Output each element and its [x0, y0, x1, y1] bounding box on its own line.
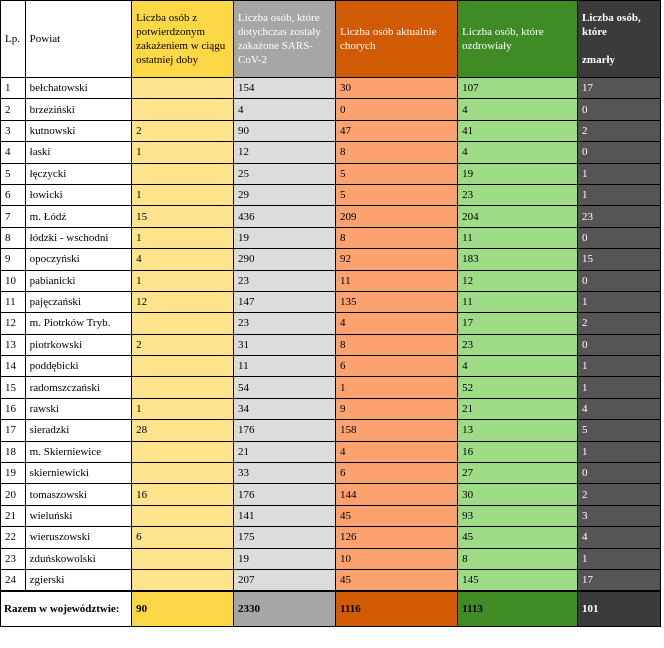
totals-died: 101: [578, 591, 661, 627]
cell-died: 1: [578, 291, 661, 312]
table-row: [1, 184, 661, 205]
cell-total-infected: 29: [234, 184, 336, 205]
cell-recovered: 11: [458, 227, 578, 248]
cell-lp: 24: [1, 569, 26, 591]
header-lp: Lp.: [1, 1, 26, 78]
cell-new-cases: 2: [132, 334, 234, 355]
cell-total-infected: 12: [234, 142, 336, 163]
cell-powiat: łódzki - wschodni: [25, 227, 131, 248]
cell-recovered: 23: [458, 184, 578, 205]
cell-died: 17: [578, 569, 661, 591]
cell-lp: 13: [1, 334, 26, 355]
cell-new-cases: 6: [132, 527, 234, 548]
cell-recovered: 12: [458, 270, 578, 291]
table-row: [1, 569, 661, 591]
cell-powiat: łęczycki: [25, 163, 131, 184]
cell-currently-sick: 144: [336, 484, 458, 505]
cell-recovered: 183: [458, 249, 578, 270]
cell-powiat: skierniewicki: [25, 463, 131, 484]
cell-powiat: wieluński: [25, 505, 131, 526]
cell-lp: 7: [1, 206, 26, 227]
table-row: [1, 377, 661, 398]
cell-new-cases: 1: [132, 142, 234, 163]
cell-recovered: 17: [458, 313, 578, 334]
table-row: [1, 527, 661, 548]
cell-new-cases: [132, 356, 234, 377]
cell-currently-sick: 209: [336, 206, 458, 227]
cell-currently-sick: 8: [336, 227, 458, 248]
cell-total-infected: 19: [234, 227, 336, 248]
cell-powiat: radomszczański: [25, 377, 131, 398]
cell-recovered: 13: [458, 420, 578, 441]
cell-lp: 9: [1, 249, 26, 270]
header-died: [578, 1, 661, 78]
table-row: [1, 227, 661, 248]
cell-recovered: 204: [458, 206, 578, 227]
table-row: [1, 291, 661, 312]
cell-new-cases: 4: [132, 249, 234, 270]
cell-total-infected: 25: [234, 163, 336, 184]
cell-new-cases: [132, 569, 234, 591]
table-row: [1, 142, 661, 163]
cell-recovered: 16: [458, 441, 578, 462]
table-row: [1, 334, 661, 355]
cell-currently-sick: 45: [336, 505, 458, 526]
cell-currently-sick: 6: [336, 463, 458, 484]
cell-died: 0: [578, 334, 661, 355]
cell-recovered: 19: [458, 163, 578, 184]
cell-lp: 16: [1, 398, 26, 419]
cell-died: 1: [578, 356, 661, 377]
totals-row: [1, 591, 661, 627]
cell-new-cases: [132, 78, 234, 99]
cell-lp: 21: [1, 505, 26, 526]
cell-total-infected: 176: [234, 484, 336, 505]
cell-lp: 14: [1, 356, 26, 377]
cell-currently-sick: 0: [336, 99, 458, 120]
cell-died: 2: [578, 313, 661, 334]
cell-died: 4: [578, 398, 661, 419]
cell-powiat: tomaszowski: [25, 484, 131, 505]
table-row: [1, 356, 661, 377]
header-recovered: Liczba osób, które ozdrowiały: [458, 1, 578, 78]
cell-currently-sick: 5: [336, 184, 458, 205]
cell-died: 0: [578, 463, 661, 484]
cell-died: 2: [578, 484, 661, 505]
table-row: [1, 484, 661, 505]
cell-total-infected: 23: [234, 270, 336, 291]
cell-lp: 12: [1, 313, 26, 334]
cell-recovered: 107: [458, 78, 578, 99]
totals-label: Razem w województwie:: [1, 591, 132, 627]
cell-new-cases: [132, 377, 234, 398]
cell-died: 0: [578, 99, 661, 120]
totals-currently-sick: 1116: [336, 591, 458, 627]
cell-currently-sick: 4: [336, 313, 458, 334]
cell-new-cases: 1: [132, 398, 234, 419]
cell-died: 2: [578, 120, 661, 141]
cell-total-infected: 141: [234, 505, 336, 526]
cell-total-infected: 207: [234, 569, 336, 591]
header-total-infected: Liczba osób, które dotychczas zostały zakażone SARS-CoV-2: [234, 1, 336, 78]
cell-total-infected: 33: [234, 463, 336, 484]
cell-died: 0: [578, 142, 661, 163]
cell-new-cases: 15: [132, 206, 234, 227]
cell-recovered: 45: [458, 527, 578, 548]
cell-powiat: m. Piotrków Tryb.: [25, 313, 131, 334]
cell-currently-sick: 11: [336, 270, 458, 291]
cell-total-infected: 19: [234, 548, 336, 569]
cell-currently-sick: 4: [336, 441, 458, 462]
cell-total-infected: 54: [234, 377, 336, 398]
cell-new-cases: [132, 163, 234, 184]
cell-new-cases: 16: [132, 484, 234, 505]
cell-recovered: 11: [458, 291, 578, 312]
cell-powiat: opoczyński: [25, 249, 131, 270]
table-row: [1, 163, 661, 184]
table-row: [1, 120, 661, 141]
cell-total-infected: 31: [234, 334, 336, 355]
cell-currently-sick: 158: [336, 420, 458, 441]
cell-total-infected: 11: [234, 356, 336, 377]
cell-powiat: poddębicki: [25, 356, 131, 377]
cell-died: 1: [578, 377, 661, 398]
cell-new-cases: [132, 463, 234, 484]
cell-died: 5: [578, 420, 661, 441]
cell-new-cases: 2: [132, 120, 234, 141]
cell-died: 1: [578, 163, 661, 184]
cell-died: 0: [578, 270, 661, 291]
totals-new-cases: 90: [132, 591, 234, 627]
cell-lp: 1: [1, 78, 26, 99]
cell-currently-sick: 9: [336, 398, 458, 419]
cell-lp: 11: [1, 291, 26, 312]
cell-currently-sick: 135: [336, 291, 458, 312]
table-row: [1, 420, 661, 441]
cell-total-infected: 34: [234, 398, 336, 419]
cell-recovered: 21: [458, 398, 578, 419]
cell-died: 3: [578, 505, 661, 526]
cell-lp: 10: [1, 270, 26, 291]
cell-lp: 23: [1, 548, 26, 569]
cell-lp: 4: [1, 142, 26, 163]
cell-total-infected: 436: [234, 206, 336, 227]
cell-died: 4: [578, 527, 661, 548]
table-body: [1, 78, 661, 592]
cell-died: 0: [578, 227, 661, 248]
cell-powiat: zduńskowolski: [25, 548, 131, 569]
cell-lp: 6: [1, 184, 26, 205]
cell-currently-sick: 30: [336, 78, 458, 99]
cell-recovered: 93: [458, 505, 578, 526]
table-row: [1, 270, 661, 291]
header-new-cases: Liczba osób z potwierdzonym zakażeniem w ciągu ostatniej doby: [132, 1, 234, 78]
cell-total-infected: 290: [234, 249, 336, 270]
cell-total-infected: 176: [234, 420, 336, 441]
header-currently-sick: Liczba osób aktualnie chorych: [336, 1, 458, 78]
cell-recovered: 41: [458, 120, 578, 141]
cell-lp: 3: [1, 120, 26, 141]
cell-new-cases: [132, 99, 234, 120]
cell-powiat: brzeziński: [25, 99, 131, 120]
cell-new-cases: 1: [132, 270, 234, 291]
header-died-line2: zmarły: [582, 54, 616, 66]
cell-total-infected: 90: [234, 120, 336, 141]
table-row: [1, 463, 661, 484]
cell-died: 1: [578, 441, 661, 462]
cell-recovered: 4: [458, 142, 578, 163]
cell-recovered: 145: [458, 569, 578, 591]
cell-powiat: m. Łódź: [25, 206, 131, 227]
cell-recovered: 23: [458, 334, 578, 355]
cell-lp: 18: [1, 441, 26, 462]
cell-lp: 19: [1, 463, 26, 484]
cell-died: 1: [578, 184, 661, 205]
cell-new-cases: [132, 313, 234, 334]
cell-powiat: kutnowski: [25, 120, 131, 141]
cell-recovered: 4: [458, 99, 578, 120]
table-row: [1, 313, 661, 334]
cell-lp: 5: [1, 163, 26, 184]
table-row: [1, 505, 661, 526]
cell-powiat: wieruszowski: [25, 527, 131, 548]
cell-currently-sick: 47: [336, 120, 458, 141]
cell-lp: 15: [1, 377, 26, 398]
table-row: [1, 398, 661, 419]
cell-powiat: łowicki: [25, 184, 131, 205]
cell-powiat: m. Skierniewice: [25, 441, 131, 462]
header-died-line1: Liczba osób, które: [582, 12, 641, 38]
cell-currently-sick: 126: [336, 527, 458, 548]
cell-powiat: zgierski: [25, 569, 131, 591]
cell-died: 15: [578, 249, 661, 270]
cell-total-infected: 175: [234, 527, 336, 548]
cell-new-cases: [132, 548, 234, 569]
cell-new-cases: [132, 505, 234, 526]
cell-currently-sick: 5: [336, 163, 458, 184]
cell-lp: 20: [1, 484, 26, 505]
cell-lp: 8: [1, 227, 26, 248]
cell-new-cases: [132, 441, 234, 462]
totals-recovered: 1113: [458, 591, 578, 627]
table-row: [1, 99, 661, 120]
header-row: [1, 1, 661, 78]
cell-total-infected: 147: [234, 291, 336, 312]
cell-lp: 17: [1, 420, 26, 441]
cell-total-infected: 154: [234, 78, 336, 99]
table-row: [1, 78, 661, 99]
cell-new-cases: 12: [132, 291, 234, 312]
cell-currently-sick: 1: [336, 377, 458, 398]
table-row: [1, 548, 661, 569]
cell-recovered: 27: [458, 463, 578, 484]
cell-currently-sick: 8: [336, 334, 458, 355]
cell-lp: 22: [1, 527, 26, 548]
table-row: [1, 249, 661, 270]
cell-currently-sick: 92: [336, 249, 458, 270]
cell-currently-sick: 10: [336, 548, 458, 569]
cell-powiat: łaski: [25, 142, 131, 163]
table-row: [1, 441, 661, 462]
cell-powiat: piotrkowski: [25, 334, 131, 355]
cell-powiat: sieradzki: [25, 420, 131, 441]
cell-currently-sick: 8: [336, 142, 458, 163]
cell-new-cases: 1: [132, 184, 234, 205]
cell-died: 23: [578, 206, 661, 227]
cell-total-infected: 21: [234, 441, 336, 462]
cell-currently-sick: 6: [336, 356, 458, 377]
cell-recovered: 30: [458, 484, 578, 505]
cell-died: 17: [578, 78, 661, 99]
cell-currently-sick: 45: [336, 569, 458, 591]
cell-powiat: pabianicki: [25, 270, 131, 291]
cell-powiat: bełchatowski: [25, 78, 131, 99]
cell-total-infected: 4: [234, 99, 336, 120]
cell-recovered: 4: [458, 356, 578, 377]
cell-total-infected: 23: [234, 313, 336, 334]
cell-powiat: pajęczański: [25, 291, 131, 312]
cell-recovered: 8: [458, 548, 578, 569]
table-row: [1, 206, 661, 227]
cell-recovered: 52: [458, 377, 578, 398]
cell-new-cases: 28: [132, 420, 234, 441]
totals-total-infected: 2330: [234, 591, 336, 627]
cell-lp: 2: [1, 99, 26, 120]
cell-died: 1: [578, 548, 661, 569]
cell-new-cases: 1: [132, 227, 234, 248]
header-powiat: Powiat: [25, 1, 131, 78]
cell-powiat: rawski: [25, 398, 131, 419]
